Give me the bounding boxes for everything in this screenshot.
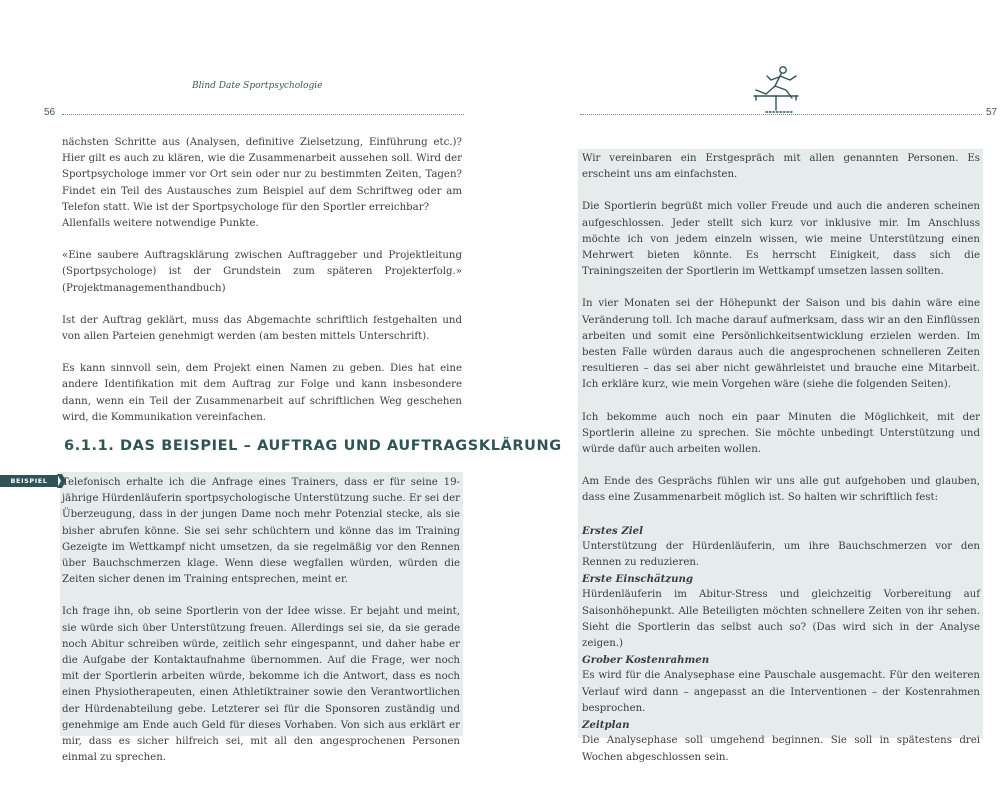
item-label: Erste Einschätzung	[582, 573, 694, 586]
paragraph: Ist der Auftrag geklärt, muss das Abgemachte schriftlich festgehalten und von allen Parteien genehmigt werden (am besten mittels Unterschrift).	[62, 314, 462, 343]
left-header-rule	[62, 114, 464, 115]
example-paragraph: Ich bekomme auch noch ein paar Minuten die Möglichkeit, mit der Sportlerin alleine zu sprechen. Sie möchte unbedingt Unterstützung und würde dafür auch arbeiten wollen.	[582, 411, 980, 456]
example-paragraph: In vier Monaten sei der Höhepunkt der Saison und bis dahin wäre eine Veränderung toll. Ich mache darauf aufmerksam, dass wir an den Einflüssen arbeiten und somit eine Persönlichkeitsentwicklung erzielen werden. Im besten Falle würden daraus auch die angesprochenen schnelleren Zeiten resultieren – das sei aber nicht gewährleistet und brauche eine Mitarbeit. Ich erkläre kurz, wie mein Vorgehen wäre (siehe die folgenden Seiten).	[582, 298, 980, 391]
item-label: Zeitplan	[582, 719, 630, 732]
item-label: Erstes Ziel	[582, 524, 643, 537]
example-paragraph: Wir vereinbaren ein Erstgespräch mit allen genannten Personen. Es erscheint uns am einfachsten.	[582, 153, 980, 181]
example-paragraph: Telefonisch erhalte ich die Anfrage eines Trainers, dass er für seine 19-jährige Hürdenläuferin sportpsychologische Unterstützung suche. Er sei der Überzeugung, dass in der jungen Dame noch mehr Potenzial stecke, als sie bisher abrufen könne. Sie sei sehr schüchtern und könne das im Training Gezeigte im Wettkampf nicht umsetzen, da sie regelmäßig vor den Rennen über Bauchschmerzen klage. Wenn diese wegfallen würden, würden die Zeiten sicher denen im Training entsprechen, meint er.	[62, 477, 460, 586]
running-title: Blind Date Sportpsychologie	[192, 81, 323, 91]
example-paragraph: Ich frage ihn, ob seine Sportlerin von der Idee wisse. Er bejaht und meint, sie würde sich über Unterstützung freuen. Allerdings sei sie, da sie gerade noch Abitur schreiben würde, zeitlich sehr eingespannt, und daher habe er die Aufgabe der Kontaktaufnahme übernommen. Auf die Frage, wer noch mit der Sportlerin arbeiten würde, bekomme ich die Antwort, dass es noch einen Physiotherapeuten, einen Athletiktrainer sowie den Verantwortlichen der Hürdenabteilung gebe. Letzterer sei für die Sponsoren zuständig und genehmige am Ende auch Geld für dieses Vorhaben. Von sich aus erklärt er mir, dass es sicher hilfreich sei, mit all den angesprochenen Personen einmal zu sprechen.	[62, 606, 460, 764]
paragraph: Allenfalls weitere notwendige Punkte.	[62, 218, 259, 230]
paragraph: nächsten Schritte aus (Analysen, definitive Zielsetzung, Einführung etc.)? Hier gilt es auch zu klären, wie die Zusammenarbeit aussehen soll. Wird der Sportpsychologe immer vor Ort sein oder nur zu bestimmten Zeiten, Tagen? Findet ein Teil des Austausches zum Beispiel auf dem Schriftweg oder am Telefon statt. Wie ist der Sportpsychologe für den Sportler erreichbar?	[62, 137, 462, 213]
hurdler-icon	[752, 64, 804, 118]
right-page-number: 57	[986, 107, 998, 118]
example-paragraph: Am Ende des Gesprächs fühlen wir uns alle gut aufgehoben und glauben, dass eine Zusammenarbeit möglich ist. So halten wir schriftlich fest:	[582, 476, 980, 504]
quote-paragraph: «Eine saubere Auftragsklärung zwischen Auftraggeber und Projektleitung (Sportpsychologe) ist der Grundstein zum späteren Projekterfolg.» (Projektmanagementhandbuch)	[62, 250, 462, 294]
left-body-text	[62, 135, 462, 426]
example-paragraph: Die Sportlerin begrüßt mich voller Freude und auch die anderen scheinen aufgeschlossen. Jeder stellt sich kurz vor inklusive mir. Im Anschluss möchte ich von jedem einzeln wissen, wie meine Unterstützung einen Mehrwert bieten könnte. Es herrscht Einigkeit, dass sich die Trainingszeiten der Sportlerin im Wettkampf umsetzen lassen sollten.	[582, 201, 980, 278]
item-label: Grober Kostenrahmen	[582, 654, 710, 667]
item-text: Es wird für die Analysephase eine Pauschale ausgemacht. Für den weiteren Verlauf wird dann – angepasst an die Interventionen – der Kostenrahmen besprochen.	[582, 670, 980, 714]
left-page-number: 56	[44, 107, 56, 118]
example-text-left	[62, 475, 460, 766]
example-tag: BEISPIEL	[0, 475, 58, 487]
section-heading: 6.1.1. DAS BEISPIEL – AUFTRAG UND AUFTRAGSKLÄRUNG	[64, 438, 562, 454]
item-text: Die Analysephase soll umgehend beginnen. Sie soll in spätestens drei Wochen abgeschlossen sein.	[582, 735, 980, 763]
item-text: Hürdenläuferin im Abitur-Stress und gleichzeitig Vorbereitung auf Saisonhöhepunkt. Alle Beteiligten möchten schnellere Zeiten von ihr sehen. Sieht die Sportlerin das selbst auch so? (Das wird sich in der Analyse zeigen.)	[582, 589, 980, 650]
paragraph: Es kann sinnvoll sein, dem Projekt einen Namen zu geben. Dies hat eine andere Identifikation mit dem Auftrag zur Folge und kann insbesondere dann, wenn ein Teil der Zusammenarbeit auf schriftlichen Weg geschehen wird, die Kommunikation vereinfachen.	[62, 363, 462, 423]
example-text-right	[582, 151, 980, 766]
item-text: Unterstützung der Hürdenläuferin, um ihre Bauchschmerzen vor den Rennen zu reduzieren.	[582, 540, 980, 569]
